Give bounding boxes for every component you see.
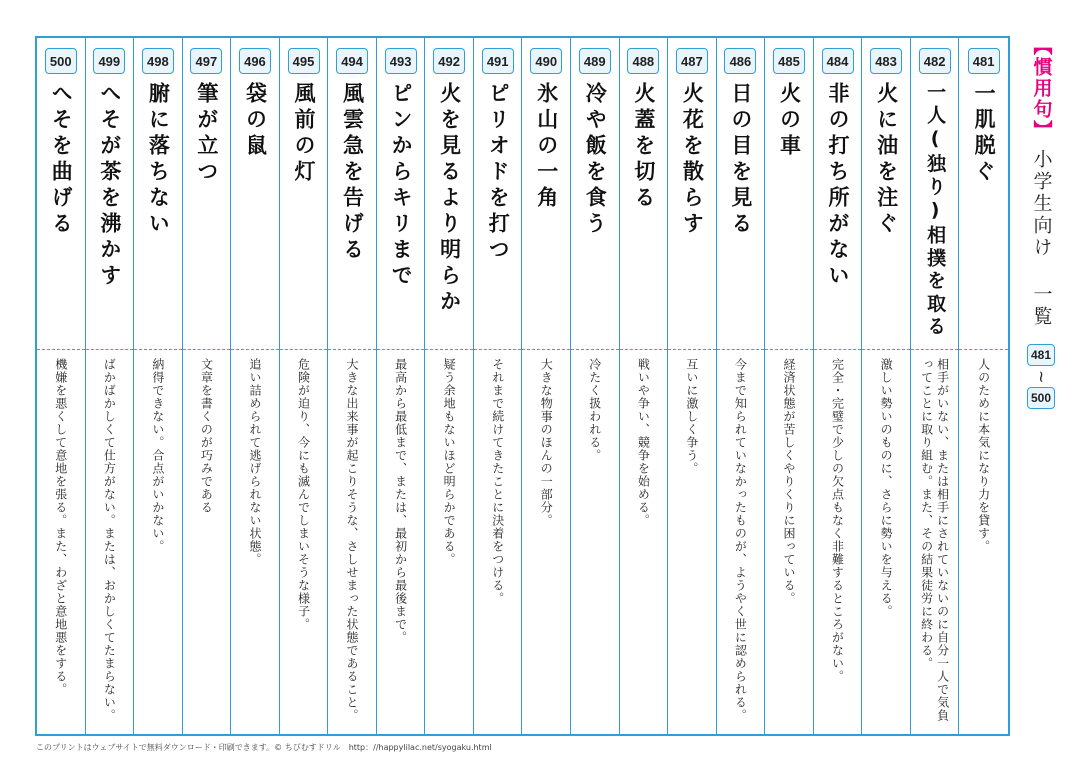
dashed-divider [814,349,862,350]
idiom-text: 腑に落ちない [146,82,171,238]
idiom-text: 一人(独り)相撲を取る [924,82,947,339]
idiom-column [620,38,669,734]
dashed-divider [280,349,328,350]
entry-number-badge: 488 [627,48,659,74]
idiom-column [911,38,960,734]
idiom-column [86,38,135,734]
idiom-column [668,38,717,734]
idiom-column [425,38,474,734]
page-title: 小学生向け 一覧 [1030,149,1053,328]
idiom-text: へそが茶を沸かす [97,82,122,290]
idiom-column [571,38,620,734]
idiom-text: ピンからキリまで [389,82,414,290]
dashed-divider [474,349,522,350]
entry-number-badge: 491 [482,48,514,74]
entry-number-badge: 494 [336,48,368,74]
dashed-divider [425,349,473,350]
idiom-text: 非の打ち所がない [826,82,851,290]
meaning-text: 追い詰められて逃げられない状態。 [247,358,262,566]
meaning-text: 大きな物事のほんの一部分。 [539,358,554,527]
meaning-text: 疑う余地もないほど明らかである。 [442,358,457,566]
dashed-divider [522,349,570,350]
meaning-text: ばかばかしくて仕方がない。または、おかしくてたまらない。 [102,358,117,722]
meaning-text: 戦いや争い、競争を始める。 [636,358,651,527]
idiom-column [717,38,766,734]
entry-number-badge: 495 [288,48,320,74]
entry-number-badge: 492 [433,48,465,74]
meaning-text: 今まで知られていなかったものが、ようやく世に認められる。 [733,358,748,722]
idiom-column [134,38,183,734]
meaning-text: 冷たく扱われる。 [587,358,602,462]
entry-number-badge: 489 [579,48,611,74]
range-start-badge: 481 [1027,344,1055,366]
idiom-text: ピリオドを打つ [486,82,511,264]
dashed-divider [231,349,279,350]
dashed-divider [620,349,668,350]
dashed-divider [959,349,1008,350]
dashed-divider [328,349,376,350]
meaning-text: 危険が迫り、今にも滅んでしまいそうな様子。 [296,358,311,631]
idiom-column [862,38,911,734]
meaning-text: 完全・完璧で少しの欠点もなく非難するところがない。 [830,358,845,683]
entry-number-badge: 493 [385,48,417,74]
footer-note: このプリントはウェブサイトで無料ダウンロード・印刷できます。© ちびむすドリル http：//happylilac.net/syogaku.html [36,743,492,752]
idiom-column [231,38,280,734]
range-end-badge: 500 [1027,387,1055,409]
dashed-divider [911,349,959,350]
idiom-text: 風前の灯 [292,82,316,186]
idiom-text: 一肌脱ぐ [972,82,997,186]
meaning-text: それまで続けてきたことに決着をつける。 [490,358,505,605]
meaning-text: 経済状態が苦しくやりくりに困っている。 [781,358,796,605]
dashed-divider [134,349,182,350]
idiom-text: 火花を散らす [680,82,705,238]
idiom-text: 火蓋を切る [631,82,656,212]
idiom-text: 筆が立つ [194,82,219,186]
category-tag: 【慣用句】 [1030,36,1053,141]
dashed-divider [183,349,231,350]
dashed-divider [377,349,425,350]
idiom-text: へそを曲げる [49,82,74,238]
meaning-text: 文章を書くのが巧みである [199,358,214,514]
idiom-column [522,38,571,734]
idiom-table [35,36,1010,736]
entry-number-badge: 497 [190,48,222,74]
dashed-divider [86,349,134,350]
idiom-column [37,38,86,734]
title-column [1024,36,1058,736]
entry-number-badge: 498 [142,48,174,74]
entry-number-badge: 500 [45,48,77,74]
dashed-divider [717,349,765,350]
meaning-text: 互いに激しく争う。 [684,358,699,475]
idiom-text: 氷山の一角 [534,82,559,212]
idiom-text: 風雲急を告げる [340,82,365,264]
range-separator: ~ [1032,370,1051,384]
entry-number-badge: 482 [919,48,951,74]
dashed-divider [765,349,813,350]
meaning-text: 相手がいない、または相手にされていないのに自分一人で気負ってことに取り組む。また、その結果徒労に終わる。 [919,358,950,722]
idiom-column [814,38,863,734]
entry-number-badge: 483 [870,48,902,74]
idiom-text: 冷や飯を食う [583,82,608,238]
idiom-text: 火を見るより明らか [437,82,462,316]
idiom-text: 火の車 [777,82,802,160]
idiom-text: 火に油を注ぐ [874,82,899,238]
meaning-text: 激しい勢いのものに、さらに勢いを与える。 [879,358,894,618]
meaning-text: 機嫌を悪くして意地を張る。また、わざと意地悪をする。 [53,358,68,696]
idiom-column [328,38,377,734]
idiom-column [959,38,1008,734]
dashed-divider [571,349,619,350]
idiom-column [765,38,814,734]
idiom-column [280,38,329,734]
idiom-text: 袋の鼠 [243,82,268,160]
meaning-text: 人のために本気になり力を貸す。 [976,358,991,553]
entry-number-badge: 486 [724,48,756,74]
idiom-text: 日の目を見る [728,82,753,238]
meaning-text: 最高から最低まで、または、最初から最後まで。 [393,358,408,644]
idiom-column [377,38,426,734]
entry-number-badge: 496 [239,48,271,74]
entry-number-badge: 481 [968,48,1000,74]
entry-number-badge: 499 [93,48,125,74]
idiom-column [183,38,232,734]
idiom-column [474,38,523,734]
dashed-divider [668,349,716,350]
meaning-text: 納得できない。合点がいかない。 [150,358,165,553]
dashed-divider [862,349,910,350]
entry-number-badge: 485 [773,48,805,74]
entry-number-badge: 487 [676,48,708,74]
entry-number-badge: 490 [530,48,562,74]
dashed-divider [37,349,85,350]
meaning-text: 大きな出来事が起こりそうな、さしせまった状態であること。 [345,358,360,722]
entry-number-badge: 484 [822,48,854,74]
